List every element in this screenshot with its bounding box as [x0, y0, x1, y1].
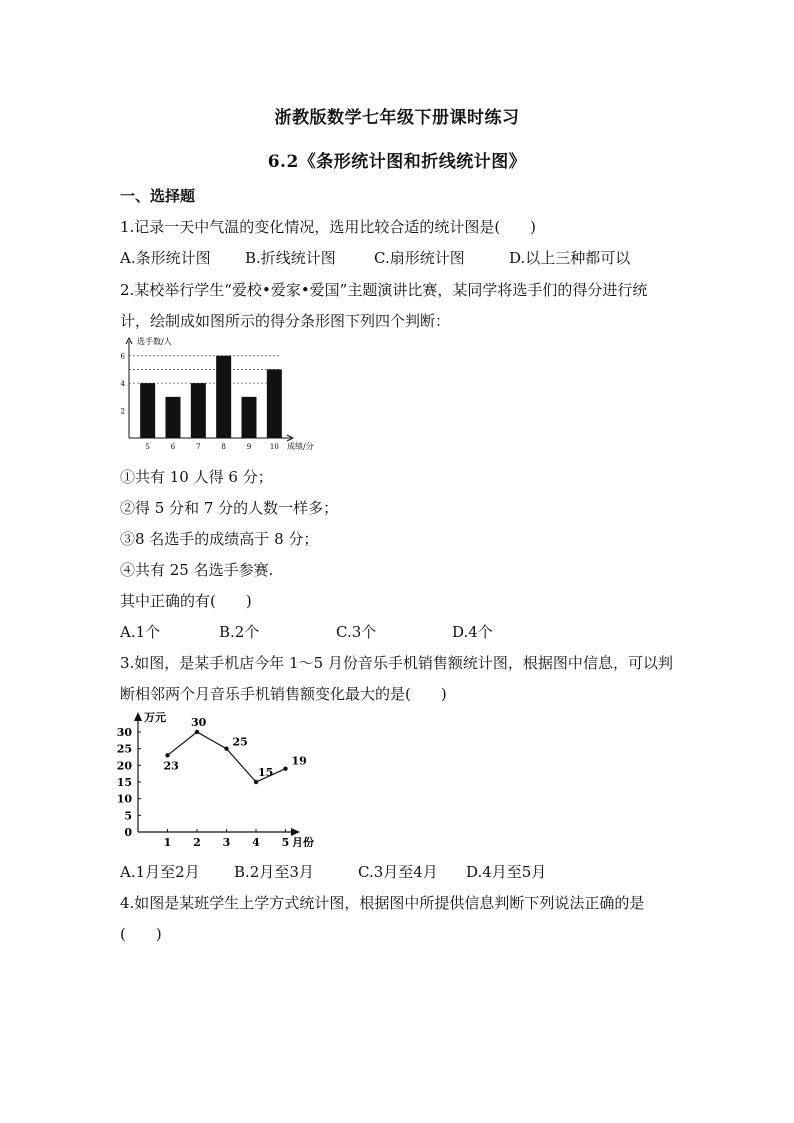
- q2-option-d: D.4个: [452, 623, 493, 641]
- bar-chart-xtick: 5: [145, 443, 150, 451]
- q2-option-a: A.1个: [120, 623, 161, 641]
- line-chart-point: [195, 730, 199, 734]
- bar-chart-ytick: 6: [120, 352, 125, 361]
- line-chart-xtick: 5: [281, 836, 290, 847]
- q2-option-b: B.2个: [219, 623, 260, 641]
- bar-chart-xtick: 7: [196, 443, 201, 451]
- q2-statement-4: ④共有 25 名选手参赛.: [120, 561, 274, 579]
- q2-stem-line1: 2.某校举行学生“爱校•爱家•爱国”主题演讲比赛，某同学将选手们的得分进行统: [120, 281, 648, 299]
- bar-chart-bar: [191, 383, 206, 438]
- document-title: 浙教版数学七年级下册课时练习: [274, 108, 520, 128]
- line-chart-xlabel: 月份: [292, 836, 314, 847]
- q3-stem-line2: 断相邻两个月音乐手机销售额变化最大的是( ): [120, 685, 447, 703]
- bar-chart-xlabel: 成绩/分: [287, 442, 314, 451]
- bar-chart-xtick: 8: [221, 443, 226, 451]
- bar-chart: [115, 335, 330, 455]
- q3-option-d: D.4月至5月: [466, 863, 547, 881]
- line-chart-xtick: 4: [252, 836, 260, 847]
- bar-chart-bar: [242, 397, 257, 438]
- q1-option-a: A.条形统计图: [120, 249, 211, 267]
- line-chart-ytick: 25: [116, 742, 132, 756]
- bar-chart-xtick: 9: [246, 443, 252, 451]
- line-chart-point: [283, 766, 287, 770]
- q2-stem-line2: 计，绘制成如图所示的得分条形图下列四个判断：: [120, 312, 451, 330]
- q2-ask: 其中正确的有( ): [120, 592, 252, 610]
- line-chart-xtick: 3: [222, 836, 231, 847]
- q2-statement-2: ②得 5 分和 7 分的人数一样多；: [120, 499, 339, 517]
- q2-statement-3: ③8 名选手的成绩高于 8 分；: [120, 530, 319, 548]
- line-chart-point: [224, 746, 228, 750]
- q1-stem: 1.记录一天中气温的变化情况，选用比较合适的统计图是( ): [120, 218, 537, 236]
- q3-stem-line1: 3.如图，是某手机店今年 1～5 月份音乐手机销售额统计图，根据图中信息，可以判: [120, 654, 673, 672]
- q1-option-c: C.扇形统计图: [374, 249, 465, 267]
- q1-option-b: B.折线统计图: [245, 249, 336, 267]
- line-chart-ytick: 0: [124, 826, 132, 839]
- q4-stem-line1: 4.如图是某班学生上学方式统计图，根据图中所提供信息判断下列说法正确的是: [120, 894, 645, 912]
- q3-option-c: C.3月至4月: [358, 863, 438, 881]
- bar-chart-bar: [216, 356, 231, 438]
- q3-option-a: A.1月至2月: [120, 863, 200, 881]
- line-chart-data-label: 23: [163, 759, 179, 773]
- document-subtitle: 6.2《条形统计图和折线统计图》: [267, 152, 527, 172]
- bar-chart-ytick: 4: [120, 380, 125, 389]
- q4-stem-line2: ( ): [120, 925, 162, 943]
- q1-option-d: D.以上三种都可以: [509, 249, 631, 267]
- line-chart-data-label: 30: [191, 716, 207, 729]
- line-chart-ytick: 20: [116, 759, 132, 773]
- line-chart-data-label: 25: [232, 735, 248, 749]
- q2-option-c: C.3个: [336, 623, 377, 641]
- line-chart-ytick: 10: [116, 792, 132, 806]
- line-chart: [115, 707, 325, 847]
- section-heading: 一、选择题: [120, 187, 196, 205]
- line-chart-ytick: 15: [116, 776, 132, 789]
- line-chart-y-arrow: [134, 712, 142, 721]
- bar-chart-xtick: 6: [170, 443, 176, 451]
- line-chart-point: [165, 753, 169, 757]
- line-chart-ytick: 30: [116, 726, 132, 739]
- line-chart-xtick: 2: [193, 836, 201, 847]
- line-chart-ytick: 5: [124, 809, 132, 823]
- line-chart-point: [254, 780, 258, 784]
- bar-chart-ytick: 2: [120, 407, 125, 416]
- bar-chart-xtick: 10: [269, 443, 279, 451]
- bar-chart-bar: [267, 369, 282, 438]
- line-chart-x-arrow: [291, 828, 300, 836]
- q3-option-b: B.2月至3月: [234, 863, 314, 881]
- line-chart-data-label: 19: [291, 754, 307, 768]
- bar-chart-ylabel: 选手数/人: [137, 337, 172, 346]
- bar-chart-bar: [166, 397, 181, 438]
- bar-chart-bar: [140, 383, 155, 438]
- q2-statement-1: ①共有 10 人得 6 分；: [120, 468, 273, 486]
- line-chart-ylabel: 万元: [144, 711, 166, 724]
- line-chart-data-label: 15: [258, 766, 274, 779]
- line-chart-xtick: 1: [163, 836, 172, 847]
